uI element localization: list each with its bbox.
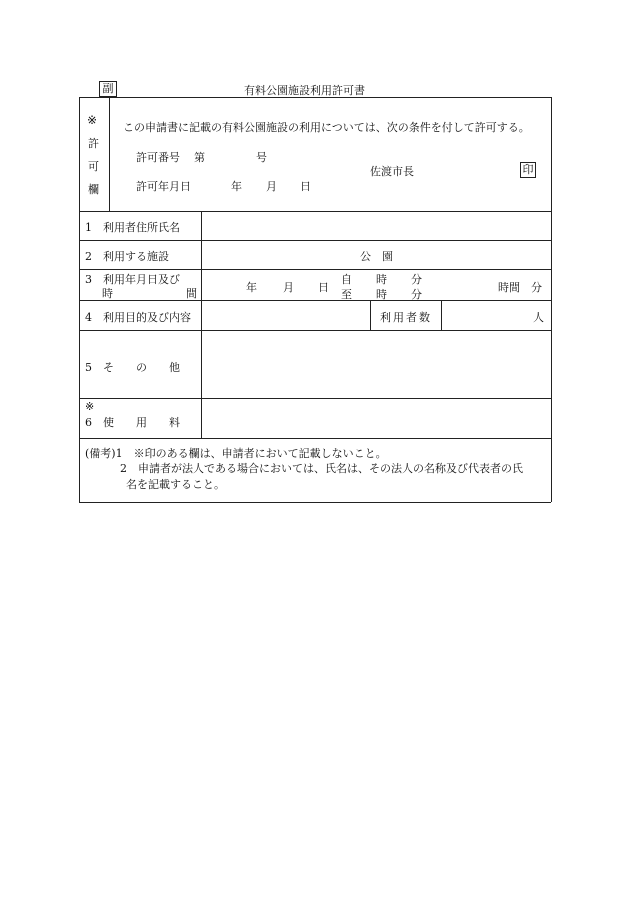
copy-mark: 副 (99, 81, 117, 97)
usage-month: 月 (283, 281, 294, 294)
usage-duration: 時間 分 (498, 281, 542, 294)
usage-hour-to: 時 (376, 288, 387, 301)
facility-label: 2 利用する施設 (85, 250, 169, 263)
usage-minute-from: 分 (411, 273, 422, 286)
permit-date-month: 月 (266, 180, 277, 193)
usage-minute-to: 分 (411, 288, 422, 301)
permit-label-2: 可 (88, 160, 99, 173)
usage-to: 至 (341, 288, 352, 301)
usage-date-label-right: 間 (186, 287, 197, 300)
note-line-2: 2 申請者が法人である場合においては、氏名は、その法人の名称及び代表者の氏 (120, 462, 523, 475)
usage-hour-from: 時 (376, 273, 387, 286)
permit-label-3: 欄 (88, 183, 99, 196)
permit-marker: ※ (87, 113, 98, 127)
purpose-label: 4 利用目的及び内容 (85, 311, 191, 324)
note-line-3: 名を記載すること。 (126, 478, 225, 491)
mayor-title: 佐渡市長 (370, 165, 414, 178)
note-line-1: (備考)1 ※印のある欄は、申請者において記載しないこと。 (85, 447, 387, 460)
usage-from: 自 (341, 273, 352, 286)
permit-number-suffix: 号 (256, 151, 267, 164)
permit-date-year: 年 (231, 180, 242, 193)
usage-date-label-top: 3 利用年月日及び (85, 273, 180, 286)
permit-date-label: 許可年月日 (136, 180, 191, 193)
document-title: 有料公園施設利用許可書 (244, 84, 365, 97)
facility-value: 公 園 (360, 250, 393, 263)
permit-number-label: 許可番号 (136, 151, 180, 164)
fee-marker: ※ (85, 400, 95, 413)
permit-statement: この申請書に記載の有料公園施設の利用については、次の条件を付して許可する。 (123, 121, 530, 134)
user-count-label: 利用者数 (380, 311, 432, 324)
user-count-unit: 人 (533, 311, 544, 324)
permit-date-day: 日 (300, 180, 311, 193)
usage-day: 日 (318, 281, 329, 294)
other-label: 5 そ の 他 (85, 361, 180, 374)
applicant-label: 1 利用者住所氏名 (85, 221, 180, 234)
fee-label: 6 使 用 料 (85, 416, 180, 429)
seal-mark: 印 (520, 162, 536, 178)
permit-number-prefix: 第 (194, 151, 205, 164)
usage-year: 年 (246, 281, 257, 294)
usage-date-label-left: 時 (102, 287, 113, 300)
permit-label-1: 許 (88, 137, 99, 150)
